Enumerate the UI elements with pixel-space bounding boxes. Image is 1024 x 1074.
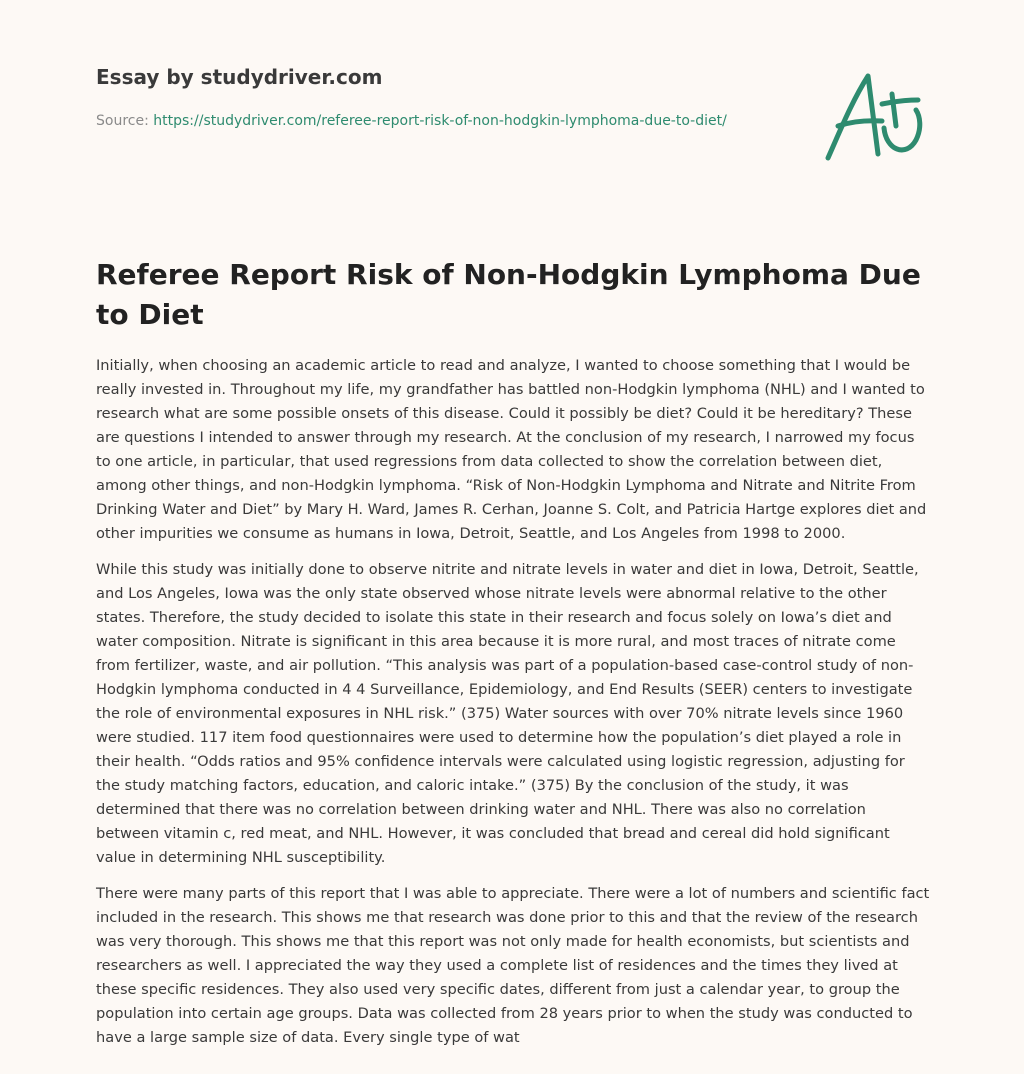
a-plus-logo-graphic (820, 66, 930, 166)
site-title: Essay by studydriver.com (96, 65, 383, 89)
source-line (96, 110, 756, 132)
article-title: Referee Report Risk of Non-Hodgkin Lymphoma Due to Diet (96, 258, 921, 331)
article-paragraph: There were many parts of this report that I was able to appreciate. There were a lot of numbers and scientific fact included in the research. This shows me that research was done prior to this and that the review of the research was very thorough. This shows me that this report was not only made for health economists, but scientists and researchers as well. I appreciated the way they used a complete list of residences and the times they lived at these specific residences. They also used very specific dates, different from just a calendar year, to group the population into certain age groups. Data was collected from 28 years prior to when the study was conducted to have a large sample size of data. Every single type of wat (96, 885, 930, 1046)
a-plus-logo-icon (820, 66, 930, 166)
article-paragraph: Initially, when choosing an academic article to read and analyze, I wanted to choose something that I would be really invested in. Throughout my life, my grandfather has battled non-Hodgkin lymphoma (NHL) and I wanted to research what are some possible onsets of this disease. Could it possibly be diet? Could it be hereditary? These are questions I intended to answer through my research. At the conclusion of my research, I narrowed my focus to one article, in particular, that used regressions from data collected to show the correlation between diet, among other things, and non-Hodgkin lymphoma. “Risk of Non-Hodgkin Lymphoma and Nitrate and Nitrite From Drinking Water and Diet” by Mary H. Ward, James R. Cerhan, Joanne S. Colt, and Patricia Hartge explores diet and other impurities we consume as humans in Iowa, Detroit, Seattle, and Los Angeles from 1998 to 2000. (96, 357, 927, 542)
article-paragraph: While this study was initially done to observe nitrite and nitrate levels in water and diet in Iowa, Detroit, Seattle, and Los Angeles, Iowa was the only state observed whose nitrate levels were abnormal relative to the other states. Therefore, the study decided to isolate this state in their research and focus solely on Iowa’s diet and water composition. Nitrate is significant in this area because it is more rural, and most traces of nitrate come from fertilizer, waste, and air pollution. “This analysis was part of a population-based case-control study of non-Hodgkin lymphoma conducted in 4 4 Surveillance, Epidemiology, and End Results (SEER) centers to investigate the role of environmental exposures in NHL risk.” (375) Water sources with over 70% nitrate levels since 1960 were studied. 117 item food questionnaires were used to determine how the population’s diet played a role in their health. “Odds ratios and 95% confidence intervals were calculated using logistic regression, adjusting for the study matching factors, education, and caloric intake.” (375) By the conclusion of the study, it was determined that there was no correlation between drinking water and NHL. There was also no correlation between vitamin c, red meat, and NHL. However, it was concluded that bread and cereal did hold significant value in determining NHL susceptibility. (96, 561, 919, 866)
source-link[interactable]: https://studydriver.com/referee-report-risk-of-non-hodgkin-lymphoma-due-to-diet/ (153, 113, 727, 129)
header (96, 62, 796, 132)
article-body (96, 354, 931, 1062)
source-label: Source: (96, 113, 154, 129)
